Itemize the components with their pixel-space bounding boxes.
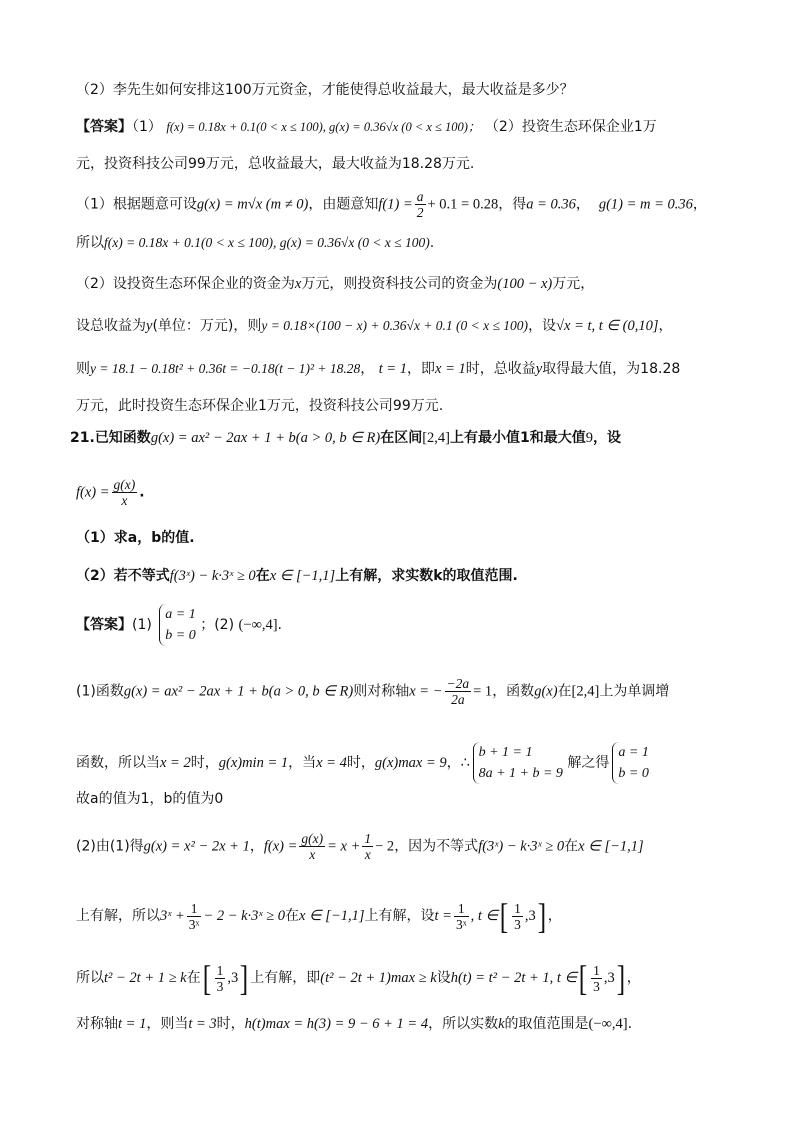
- denominator: 3: [514, 916, 521, 932]
- solution-text: ，即: [407, 361, 436, 377]
- answer-text: 元，投资科技公司99万元，总收益最大，最大收益为18.28万元.: [76, 156, 475, 172]
- question-text: ，设: [593, 430, 621, 446]
- denominator: 3ˣ: [455, 916, 467, 932]
- solution-text: 设: [436, 970, 451, 986]
- solution-text: ，: [249, 838, 264, 855]
- solution-text: 故a的值为1，b的值为0: [76, 791, 224, 807]
- numerator: −2a: [446, 676, 470, 691]
- q21-solution-line2: [76, 742, 649, 784]
- solution-text: 取得最大值，为18.28: [542, 361, 681, 377]
- question-text: （2）李先生如何安排这100万元资金，才能使得总收益最大，最大收益是多少？: [76, 82, 574, 98]
- formula: a = 0.36: [526, 196, 576, 213]
- numerator: 1: [364, 831, 372, 846]
- question-text: （1）求a，b的值.: [76, 530, 195, 546]
- solution-text: 上有解，设: [364, 908, 435, 924]
- formula: g(1) = m = 0.36: [598, 196, 693, 213]
- question-text: 上有最小值1和最大值: [450, 430, 586, 446]
- formula: (100 − x): [497, 276, 553, 292]
- equation: b + 1 = 1: [478, 745, 533, 760]
- denominator: 3ˣ: [188, 916, 200, 932]
- q21-solution-line5: [76, 898, 562, 934]
- answer-label: （1）: [132, 119, 162, 135]
- q21-answer: [76, 604, 282, 646]
- solution-text: (2)由(1)得: [76, 838, 144, 855]
- formula: ,3: [603, 970, 615, 986]
- formula: ,3: [524, 908, 536, 924]
- solution-text: （1）根据题意可设: [76, 196, 197, 213]
- solution-text: 上有解，即: [250, 970, 321, 986]
- solution-text: 对称轴: [76, 1016, 118, 1032]
- q20-answer-line2: [76, 153, 474, 175]
- numerator: 1: [454, 901, 469, 917]
- numerator: 1: [593, 962, 600, 978]
- formula: = x +: [327, 838, 361, 855]
- solution-text: .: [429, 235, 435, 251]
- answer-text: （2）投资生态环保企业1万: [484, 119, 657, 135]
- solution-text: 时，: [346, 755, 375, 771]
- q21-heading: [70, 427, 621, 449]
- q21-solution-line1: [76, 676, 669, 707]
- formula: f(x) = 0.18x + 0.1(0 < x ≤ 100), g(x) = 0.36√x (0 < x ≤ 100): [104, 235, 430, 250]
- equation: a = 1: [618, 745, 649, 760]
- formula: , t ∈: [470, 908, 499, 924]
- right-bracket: ]: [537, 896, 546, 936]
- solution-text: 时，: [190, 755, 219, 771]
- formula: x = 4: [316, 755, 347, 771]
- answer-label: (1): [132, 617, 152, 633]
- formula: f(3ˣ) − k·3ˣ ≥ 0: [169, 568, 256, 584]
- equation-system: [612, 742, 648, 784]
- formula: x = 1: [435, 361, 466, 377]
- formula: (t² − 2t + 1)max ≥ k: [320, 970, 437, 986]
- solution-text: ，: [658, 318, 673, 334]
- formula: = 1: [473, 683, 493, 700]
- fraction: [415, 189, 426, 220]
- formula: g(x): [534, 683, 558, 700]
- numerator: 1: [514, 900, 521, 916]
- denominator: x: [121, 493, 128, 508]
- question-text: .: [139, 484, 145, 501]
- answer-label: ；(2): [200, 617, 235, 633]
- formula: √x = t, t ∈ (0,10]: [556, 318, 659, 334]
- fraction: [591, 963, 602, 994]
- question-text: （2）若不等式: [76, 568, 170, 584]
- solution-text: 在: [284, 908, 299, 924]
- formula: f(x) =: [76, 484, 110, 501]
- fraction: [112, 477, 138, 508]
- numerator: g(x): [301, 831, 324, 846]
- solution-text: (单位：万元)，则: [152, 318, 262, 334]
- formula: (−∞,4]: [588, 1016, 628, 1032]
- formula: ,3: [227, 970, 239, 986]
- formula: [2,4]: [571, 683, 600, 700]
- fraction: [445, 676, 472, 707]
- solution-text: ，由题意知: [308, 196, 379, 213]
- q20-solution-line3: [76, 273, 594, 295]
- solution-text: (1)函数: [76, 683, 124, 700]
- left-bracket: [: [202, 958, 211, 998]
- solution-text: 上有解，所以: [76, 908, 160, 924]
- q21-part1: [76, 527, 195, 549]
- equation: b = 0: [618, 766, 649, 781]
- q21-solution-line7: [76, 1013, 632, 1035]
- equation: 8a + 1 + b = 9: [478, 766, 563, 781]
- solution-text: ，得: [498, 196, 527, 213]
- solution-text: ，: [575, 196, 590, 213]
- formula: t = 1: [378, 361, 408, 377]
- solution-text: ，所以实数: [428, 1016, 499, 1032]
- solution-text: 在: [564, 838, 579, 855]
- answer-formula: f(x) = 0.18x + 0.1(0 < x ≤ 100), g(x) = 0.36√x (0 < x ≤ 100)；: [166, 120, 481, 134]
- q20-solution-line5: [76, 358, 680, 380]
- question-text: 在: [255, 568, 270, 584]
- denominator: 2: [416, 205, 424, 220]
- solution-text: ，则当: [146, 1016, 189, 1032]
- solution-text: ，: [692, 196, 707, 213]
- formula: − 2 − k·3ˣ ≥ 0: [203, 908, 285, 924]
- formula: + 0.1 = 0.28: [427, 196, 499, 213]
- formula: f(x) =: [263, 838, 298, 855]
- q20-answer-line1: [76, 116, 657, 138]
- solution-text: 万元，则投资科技公司的资金为: [301, 276, 498, 292]
- formula: x ∈ [−1,1]: [578, 838, 644, 855]
- q20-solution-line6: [76, 395, 443, 417]
- equation-system: [473, 742, 563, 784]
- formula: g(x)min = 1: [218, 755, 289, 771]
- formula: t = 3: [188, 1016, 217, 1032]
- question-text: 上有解，求实数k的取值范围.: [335, 568, 518, 584]
- fraction: [362, 831, 373, 862]
- formula: y: [535, 361, 543, 377]
- fraction: [454, 901, 469, 932]
- formula: h(t) = t² − 2t + 1, t ∈: [450, 970, 578, 986]
- solution-text: 所以: [76, 970, 104, 986]
- formula: [2,4]: [422, 430, 450, 446]
- fraction: [512, 901, 523, 932]
- fraction: [299, 831, 325, 862]
- formula: f(3ˣ) − k·3ˣ ≥ 0: [478, 838, 565, 855]
- numerator: 1: [216, 962, 224, 978]
- formula: g(x) = x² − 2x + 1: [143, 838, 250, 855]
- numerator: 1: [187, 901, 202, 917]
- solution-text: 万元，此时投资生态环保企业1万元，投资科技公司99万元.: [76, 398, 444, 414]
- formula: x ∈ [−1,1]: [298, 908, 365, 924]
- solution-text: ，设: [528, 318, 557, 334]
- solution-text: ，当: [288, 755, 317, 771]
- formula: g(x)max = 9: [374, 755, 447, 771]
- q20-part2-question: [76, 79, 574, 101]
- formula: f(1) =: [378, 196, 413, 213]
- denominator: x: [364, 847, 371, 862]
- equation: a = 1: [165, 607, 196, 622]
- q20-solution-line1: [76, 189, 707, 220]
- formula: g(x) = ax² − 2ax + 1 + b(a > 0, b ∈ R): [123, 683, 354, 700]
- solution-text: 的取值范围是: [504, 1016, 589, 1032]
- answer-tag: 【答案】: [76, 617, 132, 633]
- formula: x ∈ [−1,1]: [269, 568, 336, 584]
- formula: t =: [434, 908, 452, 924]
- q20-solution-line2: [76, 232, 434, 254]
- q21-solution-line3: [76, 788, 223, 810]
- left-bracket: [: [578, 958, 588, 998]
- fraction: [215, 963, 226, 994]
- formula: 3ˣ +: [160, 908, 185, 924]
- q21-f-definition: [76, 477, 145, 508]
- q21-solution-line4: [76, 831, 644, 862]
- solution-text: ，: [626, 970, 641, 986]
- answer-text: .: [277, 617, 282, 633]
- numerator: g(x): [113, 477, 136, 492]
- formula: − 2: [375, 838, 395, 855]
- q21-solution-line6: [76, 960, 641, 996]
- formula: x = 2: [160, 755, 191, 771]
- q20-solution-line4: [76, 315, 673, 337]
- solution-text: ，函数: [492, 683, 535, 700]
- solution-text: 解之得: [567, 755, 610, 771]
- solution-text: ，因为不等式: [394, 838, 479, 855]
- right-bracket: ]: [240, 958, 249, 998]
- q21-part2: [76, 565, 518, 587]
- solution-text: 在: [186, 970, 201, 986]
- solution-text: 上为单调增: [599, 683, 670, 700]
- solution-text: 则对称轴: [353, 683, 410, 700]
- formula: g(x) = ax² − 2ax + 1 + b(a > 0, b ∈ R): [150, 430, 381, 446]
- denominator: 3: [216, 978, 224, 994]
- numerator: a: [416, 189, 424, 204]
- denominator: 2a: [451, 692, 465, 707]
- equation-system: [159, 604, 195, 646]
- question-text: 在区间: [380, 430, 423, 446]
- solution-text: 万元，: [552, 276, 595, 292]
- formula: x: [294, 276, 302, 292]
- solution-text: ，: [360, 361, 375, 377]
- solution-text: 设总收益为: [76, 318, 146, 334]
- solution-text: ，∴: [446, 755, 470, 771]
- formula: 9: [585, 430, 593, 446]
- right-bracket: ]: [616, 958, 625, 998]
- solution-text: ，: [547, 908, 562, 924]
- formula: (−∞,4]: [238, 617, 278, 633]
- solution-text: 在: [557, 683, 572, 700]
- formula: k: [498, 1016, 505, 1032]
- solution-text: 时，总收益: [465, 361, 536, 377]
- answer-tag: 【答案】: [76, 119, 132, 135]
- formula: g(x) = m√x (m ≠ 0): [196, 196, 309, 213]
- fraction: [187, 901, 202, 932]
- solution-text: （2）设投资生态环保企业的资金为: [76, 276, 295, 292]
- question-text: 已知函数: [94, 430, 151, 446]
- formula: y = 0.18×(100 − x) + 0.36√x + 0.1 (0 < x ≤ 100): [261, 318, 529, 333]
- question-number: 21.: [70, 430, 95, 446]
- denominator: 3: [593, 978, 600, 994]
- solution-text: 时，: [216, 1016, 245, 1032]
- left-bracket: [: [499, 896, 509, 936]
- formula: y: [146, 318, 153, 334]
- denominator: x: [309, 847, 316, 862]
- equation: b = 0: [165, 628, 196, 643]
- solution-text: .: [627, 1016, 633, 1032]
- formula: x = −: [409, 683, 443, 700]
- formula: y = 18.1 − 0.18t² + 0.36t = −0.18(t − 1)² + 18.28: [90, 361, 361, 376]
- solution-text: 所以: [76, 235, 104, 251]
- formula: t² − 2t + 1 ≥ k: [104, 970, 187, 986]
- solution-text: 函数，所以当: [76, 755, 160, 771]
- formula: t = 1: [118, 1016, 147, 1032]
- solution-text: 则: [76, 361, 90, 377]
- formula: h(t)max = h(3) = 9 − 6 + 1 = 4: [244, 1016, 429, 1032]
